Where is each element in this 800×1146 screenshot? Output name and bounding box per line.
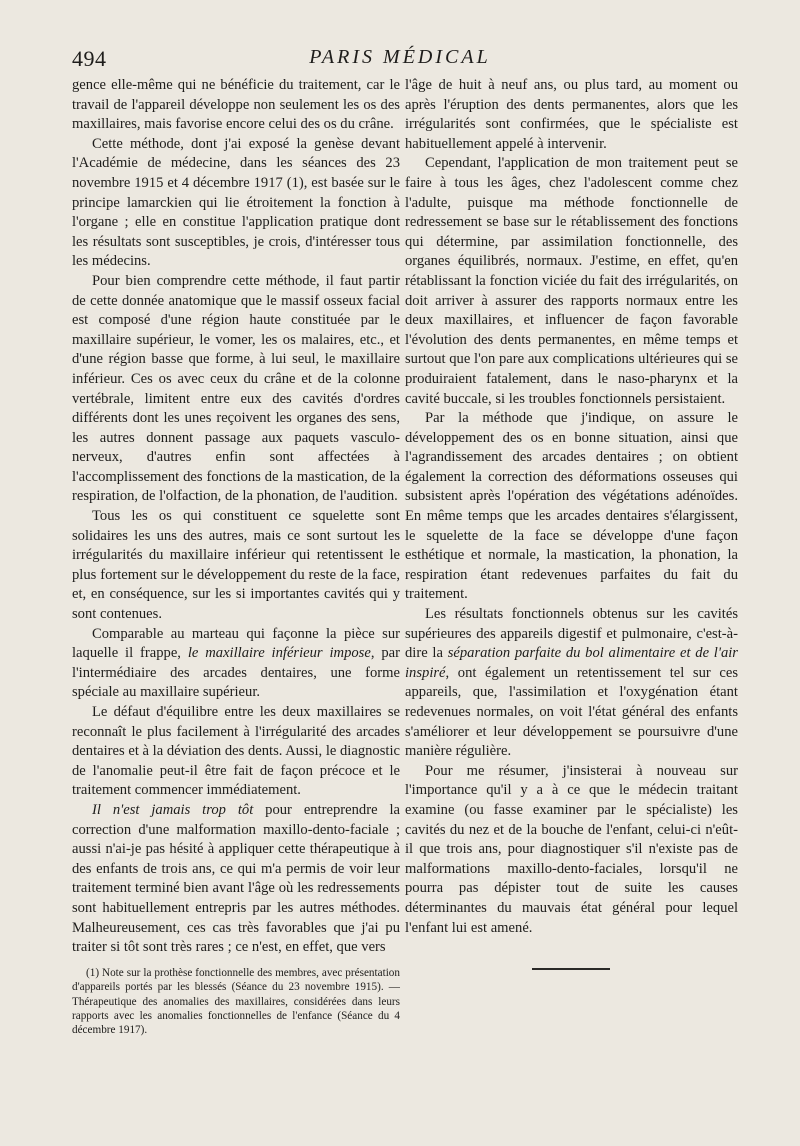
- paragraph: gence elle-même qui ne bénéficie du traitement, car le travail de l'appareil développe non seulement les os des maxillaires, mais favorise encore celui des os du crâne.: [72, 77, 400, 133]
- italic-phrase: Il n'est jamais trop tôt: [92, 801, 254, 818]
- footnote: (1) Note sur la prothèse fonctionnelle des membres, avec présentation d'appareils portés par les blessés (Séance du 23 novembre 1915). — Thérapeutique des anomalies des maxillaires, considérées dans leurs rapports avec les anomalies fonctionnelles de l'enfance (Séance du 4 décembre 1917).: [72, 966, 400, 1037]
- paragraph: Par la méthode que j'indique, on assure le développement des os en bonne situation, ainsi que l'agrandissement des arcades dentaires ; on obtient également la correction des déformations osseuses qui subsistent après l'opération des végétations adénoïdes. En même temps que les arcades dentaires s'élargissent, le squelette de la face se développe d'une façon esthétique et normale, la mastication, la phonation, la respiration étant redevenues parfaites du fait du traitement.: [405, 410, 738, 603]
- paragraph: Pour me résumer, j'insisterai à nouveau sur l'importance qu'il y a à ce que le médecin traitant examine (ou fasse examiner par le spécialiste) les cavités du nez et de la bouche de l'enfant, celui-ci n'eût-il que trois ans, pour diagnostiquer s'il n'existe pas de malformations maxillo-dento-faciales, lorsqu'il ne pourra pas dépister tout de suite les causes déterminantes du mauvais état général pour lequel l'enfant lui est amené.: [405, 762, 738, 936]
- paragraph: Tous les os qui constituent ce squelette sont solidaires les uns des autres, mais ce sont surtout les irrégularités du maxillaire inférieur qui retentissent le plus fortement sur le développement du reste de la face, et, en conséquence, sur les si importantes cavités qui y sont contenues.: [72, 508, 400, 623]
- paragraph: [72, 801, 400, 958]
- text-run: Comparable au marteau qui façonne la pièce sur laquelle il frappe,: [72, 625, 400, 662]
- paragraph: Pour bien comprendre cette méthode, il faut partir de cette donnée anatomique que le massif osseux facial est composé d'une région haute constituée par le maxillaire supérieur, le vomer, les os malaires, etc., et d'une région basse que forme, à lui seul, le maxillaire inférieur. Ces os avec ceux du crâne et de la colonne vertébrale, limitent entre eux des cavités d'ordres différents dont les unes reçoivent les organes des sens, les autres donnent passage aux paquets vasculo-nerveux, d'autres enfin sont affectées à l'accomplissement des fonctions de la mastication, de la respiration, de l'olfaction, de la phonation, de l'audition.: [72, 272, 400, 505]
- footnotes: [72, 966, 400, 1038]
- end-rule: [532, 968, 610, 970]
- right-column: [405, 76, 738, 938]
- text-run: Les résultats fonctionnels obtenus sur les cavités supérieures des appareils digestif et pulmonaire, c'est-à-dire la: [405, 606, 738, 662]
- paragraph: Cette méthode, dont j'ai exposé la genèse devant l'Académie de médecine, dans les séances des 23 novembre 1915 et 4 décembre 1917 (1), est basée sur le principe lamarckien qui lie étroitement la fonction à l'organe ; elle en constitue l'application pratique dont les résultats sont susceptibles, je crois, d'intéresser tous les médecins.: [72, 135, 400, 270]
- paragraph: Le défaut d'équilibre entre les deux maxillaires se reconnaît le plus facilement à l'irrégularité des arcades dentaires et à la déviation des dents. Aussi, le diagnostic de l'anomalie peut-il être fait de façon précoce et le traitement commencer immédiatement.: [72, 704, 400, 799]
- paragraph: l'âge de huit à neuf ans, ou plus tard, au moment ou après l'éruption des dents permanentes, alors que les irrégularités sont confirmées, que le spécialiste est habituellement appelé à intervenir.: [405, 77, 738, 152]
- italic-phrase: séparation parfaite du bol alimentaire et de l'air inspiré: [405, 645, 738, 681]
- paragraph: Cependant, l'application de mon traitement peut se faire à tous les âges, chez l'adolescent comme chez l'adulte, puisque ma méthode fonctionnelle de redressement se base sur le rétablissement des fonctions qui détermine, par assimilation fonctionnelle, des organes équilibrés, normaux. J'estime, en effet, qu'en rétablissant la fonction viciée du fait des irrégularités, on doit arriver à assurer des rapports normaux entre les deux maxillaires, et influencer de façon favorable l'évolution des dents permanentes, en même temps et surtout que l'on pare aux complications ultérieures qui se produiraient fatalement, dans le naso-pharynx et la cavité buccale, si les troubles fonctionnels persistaient.: [405, 155, 738, 407]
- text-run: , par l'intermédiaire des arcades dentaires, une forme spéciale au maxillaire supérieur.: [72, 645, 400, 701]
- page-number: 494: [72, 46, 107, 71]
- text-run: , ont également un retentissement tel sur ces appareils, que, l'assimilation et l'oxygénation étant redevenues normales, on voit l'état général des enfants s'améliorer et leur développement se poursuivre d'une manière régulière.: [405, 664, 738, 760]
- text-run: pour entreprendre la correction d'une malformation maxillo-dento-faciale ; aussi n'ai-je pas hésité à appliquer cette thérapeutique à des enfants de trois ans, ce qui m'a permis de voir leur traitement terminé bien avant l'âge où les redressements sont habituellement entrepris par les autres méthodes. Malheureusement, ces cas très favorables que j'ai pu traiter si tôt sont très rares ; ce n'est, en effet, que vers: [72, 801, 400, 956]
- left-column: [72, 76, 400, 1038]
- italic-phrase: le maxillaire inférieur impose: [187, 645, 371, 662]
- running-title: PARIS MÉDICAL: [309, 46, 491, 68]
- paragraph: [72, 625, 400, 703]
- paragraph: [405, 605, 738, 762]
